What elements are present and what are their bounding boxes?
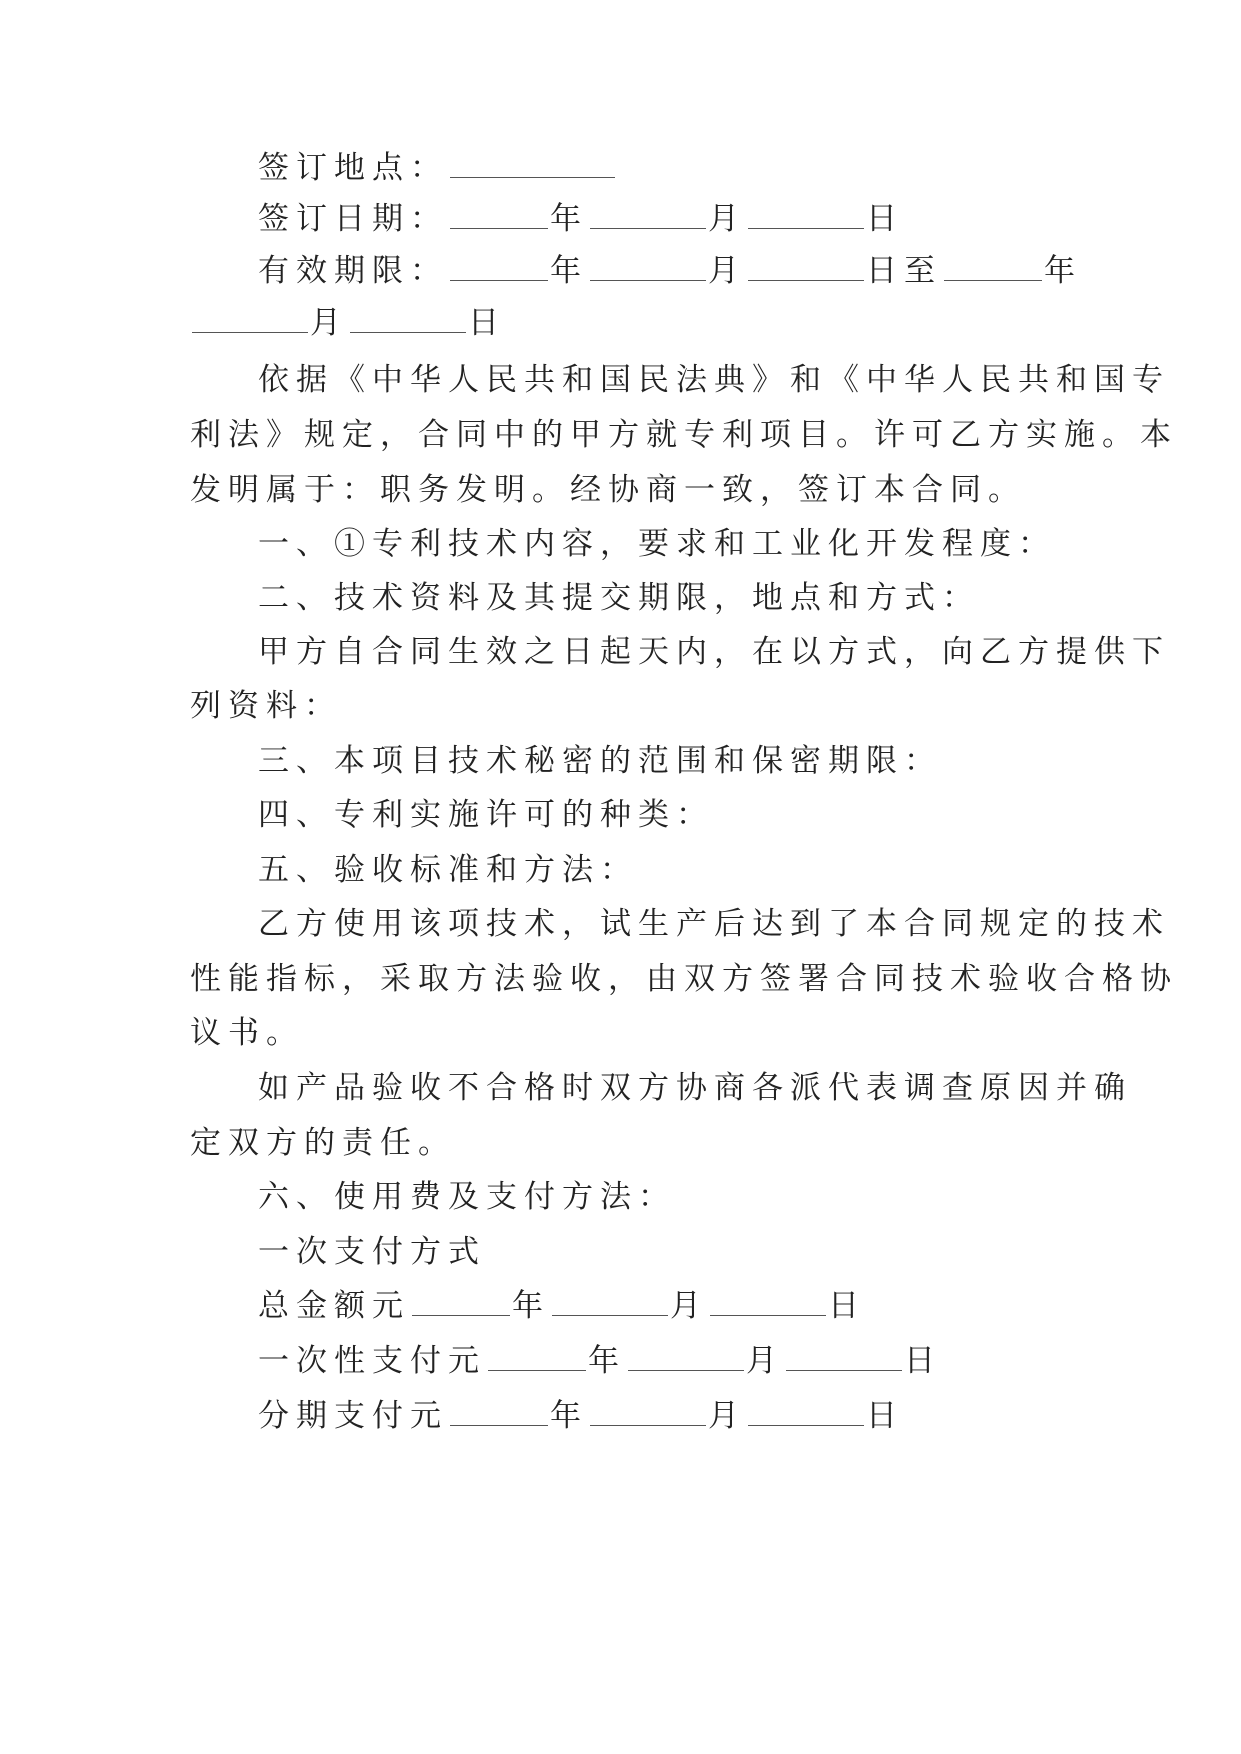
payment-method: 一次支付方式: [258, 1234, 486, 1270]
validity-line-cont: [190, 305, 506, 341]
day-label: 日: [828, 1288, 866, 1324]
signing-date-label: 签订日期：: [258, 201, 448, 237]
month-label: 月: [310, 305, 348, 341]
month-label: 月: [708, 1398, 746, 1434]
signing-place-label: 签订地点：: [258, 150, 448, 186]
installment-line: [258, 1398, 904, 1434]
month-label: 月: [708, 201, 746, 237]
clause-1: 一、①专利技术内容，要求和工业化开发程度：: [258, 526, 1056, 562]
blank-field: [590, 260, 706, 281]
blank-field: [590, 208, 706, 229]
lump-sum-label: 一次性支付元: [258, 1343, 486, 1379]
blank-field: [748, 208, 864, 229]
paragraph-line: 如产品验收不合格时双方协商各派代表调查原因并确: [258, 1070, 1132, 1106]
lump-sum-line: [258, 1343, 942, 1379]
paragraph-line: 列资料：: [190, 688, 342, 724]
year-label: 年: [588, 1343, 626, 1379]
year-label: 年: [550, 1398, 588, 1434]
paragraph-line: 性能指标，采取方法验收，由双方签署合同技术验收合格协: [190, 961, 1178, 997]
clause-3: 三、本项目技术秘密的范围和保密期限：: [258, 743, 942, 779]
clause-4: 四、专利实施许可的种类：: [258, 797, 714, 833]
signing-date-line: [258, 201, 904, 237]
blank-field: [412, 1295, 510, 1316]
blank-field: [590, 1405, 706, 1426]
blank-field: [192, 312, 308, 333]
total-amount-label: 总金额元: [258, 1288, 410, 1324]
blank-field: [552, 1295, 668, 1316]
year-label: 年: [550, 201, 588, 237]
year-label: 年: [1044, 253, 1082, 289]
day-label: 日: [904, 1343, 942, 1379]
day-to-label: 日至: [866, 253, 942, 289]
blank-field: [488, 1350, 586, 1371]
paragraph-line: 依据《中华人民共和国民法典》和《中华人民共和国专: [258, 362, 1170, 398]
year-label: 年: [512, 1288, 550, 1324]
year-label: 年: [550, 253, 588, 289]
blank-field: [944, 260, 1042, 281]
clause-6: 六、使用费及支付方法：: [258, 1179, 676, 1215]
paragraph-line: 甲方自合同生效之日起天内，在以方式，向乙方提供下: [258, 634, 1170, 670]
clause-5: 五、验收标准和方法：: [258, 852, 638, 888]
installment-label: 分期支付元: [258, 1398, 448, 1434]
blank-field: [748, 260, 864, 281]
paragraph-line: 乙方使用该项技术，试生产后达到了本合同规定的技术: [258, 906, 1170, 942]
day-label: 日: [468, 305, 506, 341]
paragraph-line: 议书。: [190, 1015, 304, 1051]
blank-field: [450, 157, 615, 178]
validity-label: 有效期限：: [258, 253, 448, 289]
day-label: 日: [866, 201, 904, 237]
paragraph-line: 利法》规定，合同中的甲方就专利项目。许可乙方实施。本: [190, 417, 1178, 453]
blank-field: [786, 1350, 902, 1371]
blank-field: [748, 1405, 864, 1426]
paragraph-line: 定双方的责任。: [190, 1125, 456, 1161]
blank-field: [450, 260, 548, 281]
clause-2: 二、技术资料及其提交期限，地点和方式：: [258, 580, 980, 616]
blank-field: [628, 1350, 744, 1371]
paragraph-line: 发明属于：职务发明。经协商一致，签订本合同。: [190, 472, 1026, 508]
month-label: 月: [708, 253, 746, 289]
validity-line: [258, 253, 1082, 289]
signing-place-line: [258, 150, 617, 186]
blank-field: [710, 1295, 826, 1316]
blank-field: [450, 1405, 548, 1426]
day-label: 日: [866, 1398, 904, 1434]
blank-field: [350, 312, 466, 333]
total-amount-line: [258, 1288, 866, 1324]
month-label: 月: [670, 1288, 708, 1324]
month-label: 月: [746, 1343, 784, 1379]
blank-field: [450, 208, 548, 229]
